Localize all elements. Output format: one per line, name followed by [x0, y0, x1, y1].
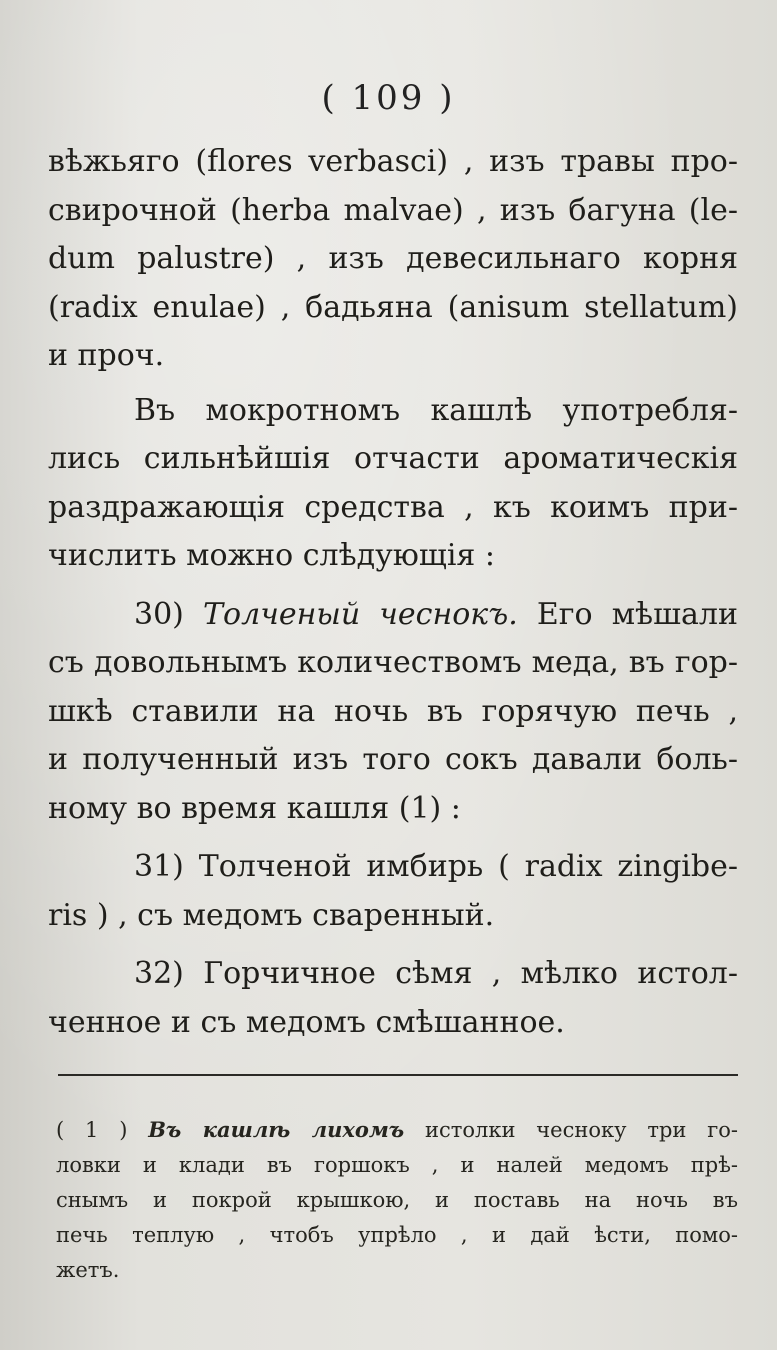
text-line: шкѣ ставили на ночь въ горячую печь , — [48, 693, 738, 729]
paragraph-first-line: Въ мокротномъ кашлѣ употребля- — [134, 392, 738, 428]
item-31-first-line: 31) Толченой имбирь ( radix zingibe- — [134, 849, 738, 884]
footnote — [56, 1112, 738, 1288]
footnote-line: жетъ. — [56, 1258, 120, 1282]
footnote-text: истолки чесноку три го- — [424, 1118, 738, 1142]
text-line: свирочной (herba malvae) , изъ багуна (le- — [48, 192, 738, 228]
footnote-line: печь теплую , чтобъ упрѣло , и дай ѣсти, помо- — [56, 1223, 738, 1247]
footnote-divider — [58, 1074, 738, 1076]
text-line: и полученный изъ того сокъ давали боль- — [48, 742, 738, 777]
item-title: Толченый чеснокъ. — [203, 596, 518, 632]
page-number-header: ( 109 ) — [321, 78, 456, 118]
text-line: ченное и съ медомъ смѣшанное. — [48, 1004, 565, 1040]
text-line: раздражающія средства , къ коимъ при- — [48, 489, 738, 525]
text-line: вѣжьяго (flores verbasci) , изъ травы про- — [48, 144, 738, 179]
text-line: лись сильнѣйшія отчасти ароматическія — [48, 441, 738, 476]
item-32-first-line: 32) Горчичное сѣмя , мѣлко истол- — [134, 956, 738, 991]
text-line: съ довольнымъ количествомъ меда, въ гор- — [48, 645, 738, 680]
text-line: (radix enulae) , бадьяна (anisum stellatum) — [48, 289, 738, 325]
text-line: ris ) , съ медомъ сваренный. — [48, 897, 495, 933]
item-number: 30) — [134, 596, 184, 632]
footnote-marker: ( 1 ) — [56, 1118, 128, 1142]
footnote-first-line — [56, 1112, 738, 1148]
item-30-first-line — [48, 591, 738, 640]
text-line: и проч. — [48, 338, 165, 373]
item-text: Его мѣшали — [536, 596, 738, 632]
text-line: dum palustre) , изъ девесильнаго корня — [48, 241, 738, 276]
footnote-line: ловки и клади въ горшокъ , и налей медомъ прѣ- — [56, 1153, 738, 1177]
footnote-italic: Въ кашлѣ лихомъ — [148, 1117, 405, 1142]
text-line: числить можно слѣдующія : — [48, 538, 495, 573]
main-text — [48, 138, 738, 1047]
footnote-line: снымъ и покрой крышкою, и поставь на ночь въ — [56, 1188, 738, 1212]
text-line: ному во время кашля (1) : — [48, 790, 461, 826]
